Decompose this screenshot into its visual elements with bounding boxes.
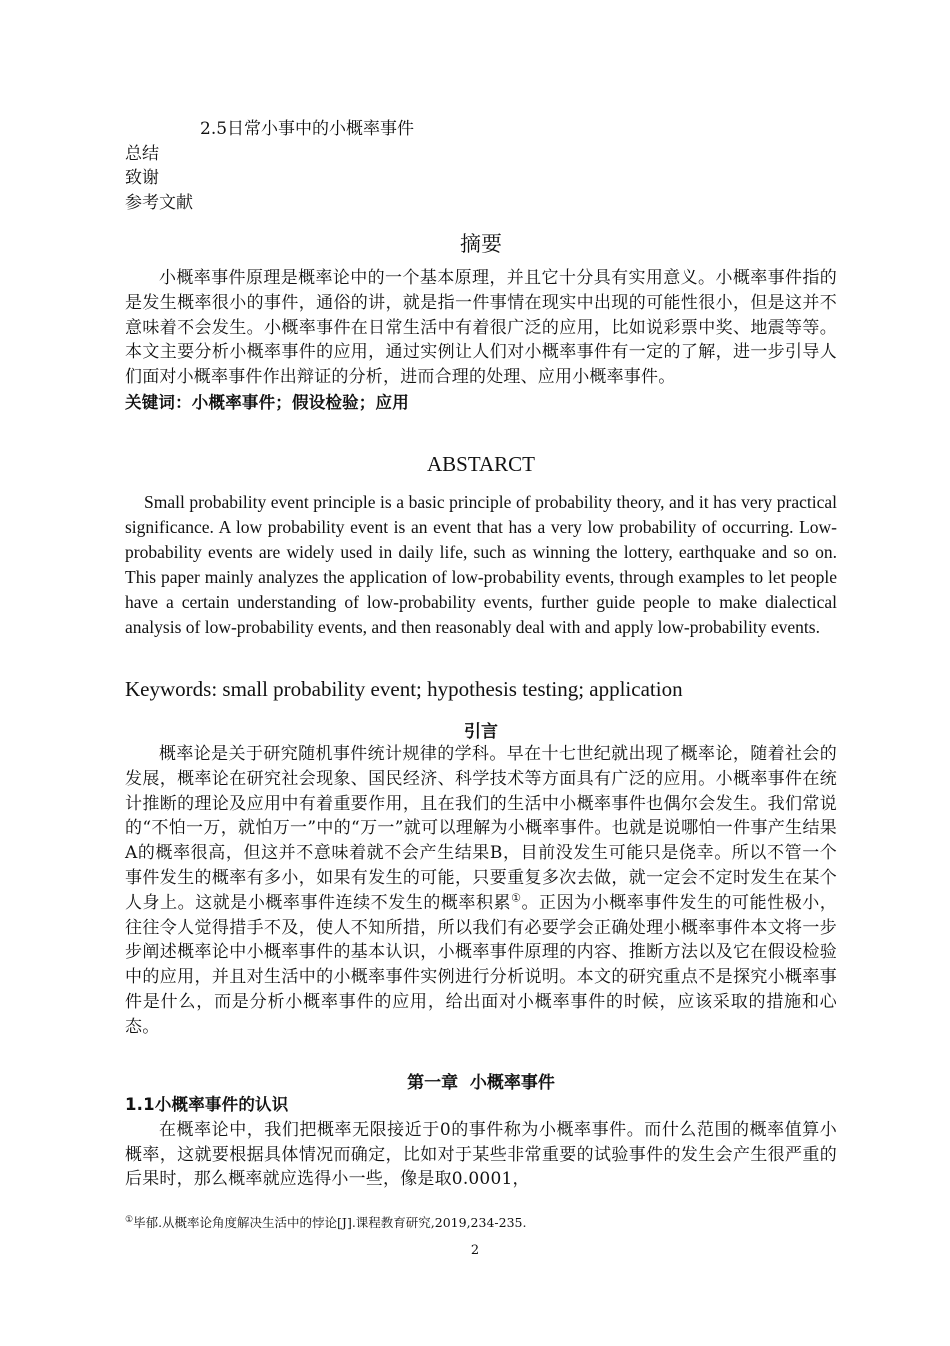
- footnote-text: 毕郁.从概率论角度解决生活中的悖论[J].课程教育研究,2019,234-235.: [133, 1215, 527, 1230]
- toc-item-2-5[interactable]: 2.5日常小事中的小概率事件: [200, 119, 415, 139]
- footnote-mark: ①: [125, 1214, 134, 1225]
- footnote-ref-mark[interactable]: ①: [511, 891, 522, 905]
- intro-section: [125, 742, 837, 1040]
- section-1-1-body: 在概率论中，我们把概率无限接近于0的事件称为小概率事件。而什么范围的概率值算小概率，这就要根据具体情况而确定，比如对于某些非常重要的试验事件的发生会产生很严重的后果时，那么概率就应选得小一些，像是取0.0001，: [125, 1119, 837, 1190]
- chapter-1-section: [125, 1093, 837, 1192]
- toc-item-summary[interactable]: 总结: [125, 144, 159, 164]
- toc-item-references[interactable]: 参考文献: [125, 193, 193, 213]
- intro-body-part1: 概率论是关于研究随机事件统计规律的学科。早在十七世纪就出现了概率论，随着社会的发展，概率论在研究社会现象、国民经济、科学技术等方面具有广泛的应用。小概率事件在统计推断的理论及应用中有着重要作用，且在我们的生活中小概率事件也偶尔会发生。我们常说的“不怕一万，就怕万一”中的“万一”就可以理解为小概率事件。也就是说哪怕一件事产生结果A的概率很高，但这并不意味着就不会产生结果B，目前没发生可能只是侥幸。所以不管一个事件发生的概率有多小，如果有发生的可能，只要重复多次去做，就一定会不定时发生在某个人身上。这就是小概率事件连续不发生的概率积累: [125, 744, 837, 913]
- intro-body: [125, 742, 837, 1040]
- chapter-1-title: 第一章 小概率事件: [407, 1073, 555, 1093]
- section-1-1-title: 1.1小概率事件的认识: [125, 1095, 289, 1114]
- abstract-cn-keywords: 关键词：小概率事件；假设检验；应用: [125, 392, 409, 412]
- abstract-en: [125, 490, 837, 640]
- abstract-en-keywords: Keywords: small probability event; hypothesis testing; application: [125, 677, 683, 701]
- intro-title: 引言: [464, 722, 498, 742]
- abstract-cn: [125, 266, 837, 416]
- footnote: [125, 1213, 526, 1231]
- page-number: 2: [470, 1243, 480, 1258]
- abstract-cn-body: 小概率事件原理是概率论中的一个基本原理，并且它十分具有实用意义。小概率事件指的是发生概率很小的事件，通俗的讲，就是指一件事情在现实中出现的可能性很小，但是这并不意味着不会发生。小概率事件在日常生活中有着很广泛的应用，比如说彩票中奖、地震等等。本文主要分析小概率事件的应用，通过实例让人们对小概率事件有一定的了解，进一步引导人们面对小概率事件作出辩证的分析，进而合理的处理、应用小概率事件。: [125, 268, 837, 388]
- abstract-en-body: Small probability event principle is a basic principle of probability theory, and it has very practical significance. A low probability event is an event that has a very low probability of occurring. Low-probability events are widely used in daily life, such as winning the lottery, earthquake and so on. This paper mainly analyzes the application of low-probability events, through examples to let people have a certain understanding of low-probability events, further guide people to make dialectical analysis of low-probability events, and then reasonably deal with and apply low-probability events.: [125, 492, 837, 637]
- abstract-cn-title: 摘要: [460, 232, 502, 256]
- intro-body-part2: 。正因为小概率事件发生的可能性极小，往往令人觉得措手不及，使人不知所措，所以我们有必要学会正确处理小概率事件本文将一步步阐述概率论中小概率事件的基本认识，小概率事件原理的内容、推断方法以及它在假设检验中的应用，并且对生活中的小概率事件实例进行分析说明。本文的研究重点不是探究小概率事件是什么，而是分析小概率事件的应用，给出面对小概率事件的时候，应该采取的措施和心态。: [125, 892, 838, 1037]
- abstract-en-title: ABSTARCT: [426, 452, 535, 476]
- toc-item-thanks[interactable]: 致谢: [125, 168, 159, 188]
